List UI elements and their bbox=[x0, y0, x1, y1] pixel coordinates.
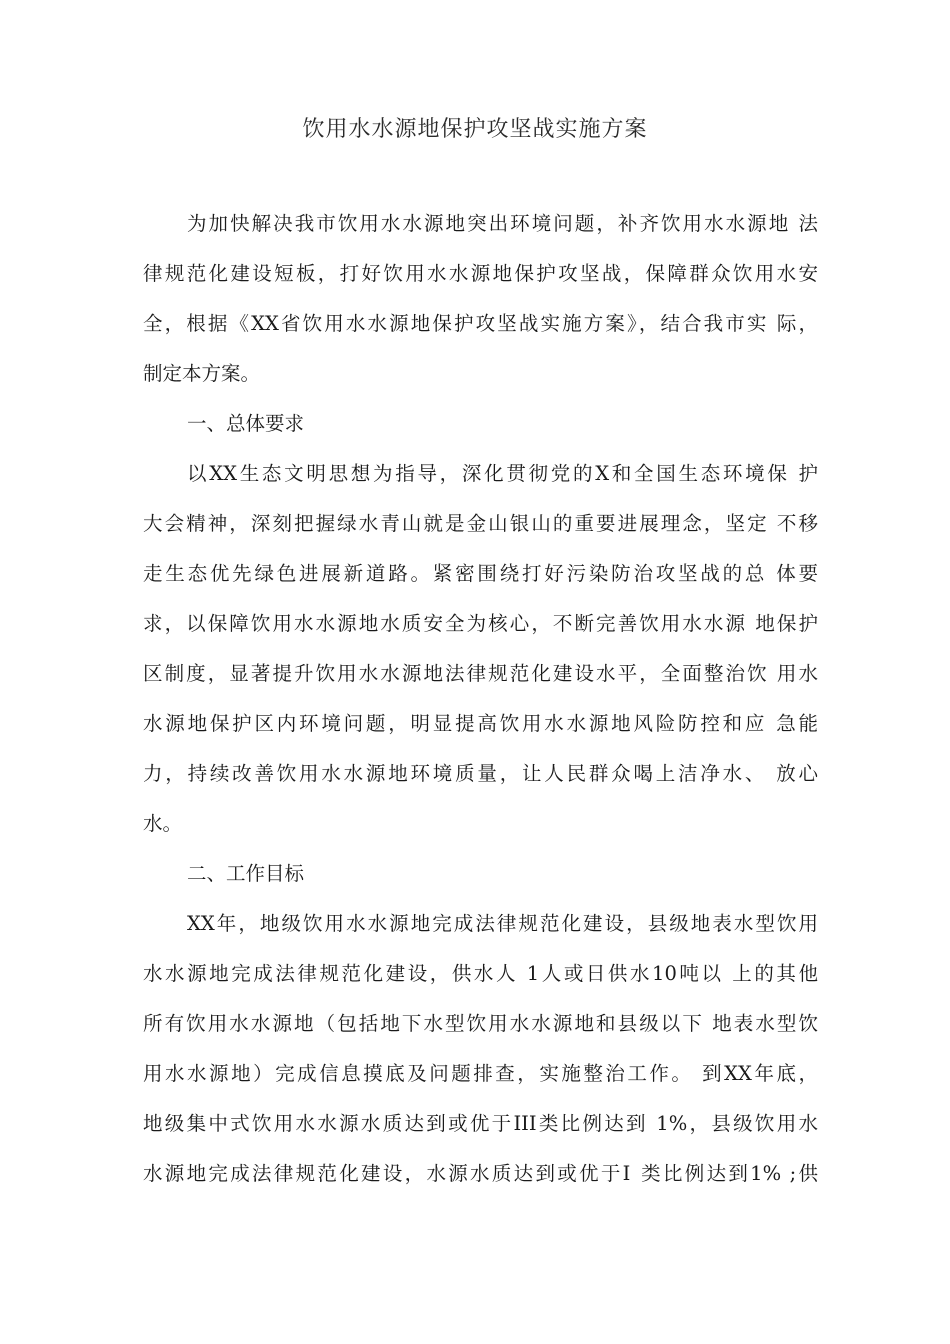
paragraph-line: XX年，地级饮用水水源地完成法律规范化建设，县级地表水型饮用 bbox=[187, 912, 818, 935]
section-heading: 一、总体要求 bbox=[187, 412, 305, 435]
paragraph-line: 制定本方案。 bbox=[143, 362, 261, 385]
section-heading: 二、工作目标 bbox=[187, 862, 305, 885]
paragraph-line: 全，根据《XX省饮用水水源地保护攻坚战实施方案》，结合我市实 际， bbox=[143, 312, 818, 335]
paragraph-line: 律规范化建设短板，打好饮用水水源地保护攻坚战，保障群众饮用水安 bbox=[143, 262, 818, 285]
paragraph-line: 以XX生态文明思想为指导，深化贯彻党的X和全国生态环境保 护 bbox=[187, 462, 818, 485]
paragraph-line: 地级集中式饮用水水源水质达到或优于III类比例达到 1%，县级饮用水 bbox=[143, 1112, 818, 1135]
paragraph-line: 求，以保障饮用水水源地水质安全为核心，不断完善饮用水水源 地保护 bbox=[143, 612, 818, 635]
paragraph-line: 水水源地完成法律规范化建设，供水人 1人或日供水10吨以 上的其他 bbox=[143, 962, 818, 985]
paragraph-line: 所有饮用水水源地（包括地下水型饮用水水源地和县级以下 地表水型饮 bbox=[143, 1012, 818, 1035]
paragraph-line: 区制度，显著提升饮用水水源地法律规范化建设水平，全面整治饮 用水 bbox=[143, 662, 818, 685]
paragraph-line: 力，持续改善饮用水水源地环境质量，让人民群众喝上洁净水、 放心 bbox=[143, 762, 818, 785]
paragraph-line: 水。 bbox=[143, 812, 183, 835]
paragraph-line: 水源地保护区内环境问题，明显提高饮用水水源地风险防控和应 急能 bbox=[143, 712, 818, 735]
paragraph-line: 大会精神，深刻把握绿水青山就是金山银山的重要进展理念，坚定 不移 bbox=[143, 512, 818, 535]
document-title: 饮用水水源地保护攻坚战实施方案 bbox=[302, 117, 648, 142]
paragraph-line: 为加快解决我市饮用水水源地突出环境问题，补齐饮用水水源地 法 bbox=[187, 212, 818, 235]
document-body bbox=[143, 204, 818, 1204]
paragraph-line: 用水水源地）完成信息摸底及问题排查，实施整治工作。 到XX年底， bbox=[143, 1062, 818, 1085]
paragraph-line: 走生态优先绿色进展新道路。紧密围绕打好污染防治攻坚战的总 体要 bbox=[143, 562, 818, 585]
paragraph-line: 水源地完成法律规范化建设，水源水质达到或优于Ⅰ 类比例达到1% ;供 bbox=[143, 1162, 818, 1185]
